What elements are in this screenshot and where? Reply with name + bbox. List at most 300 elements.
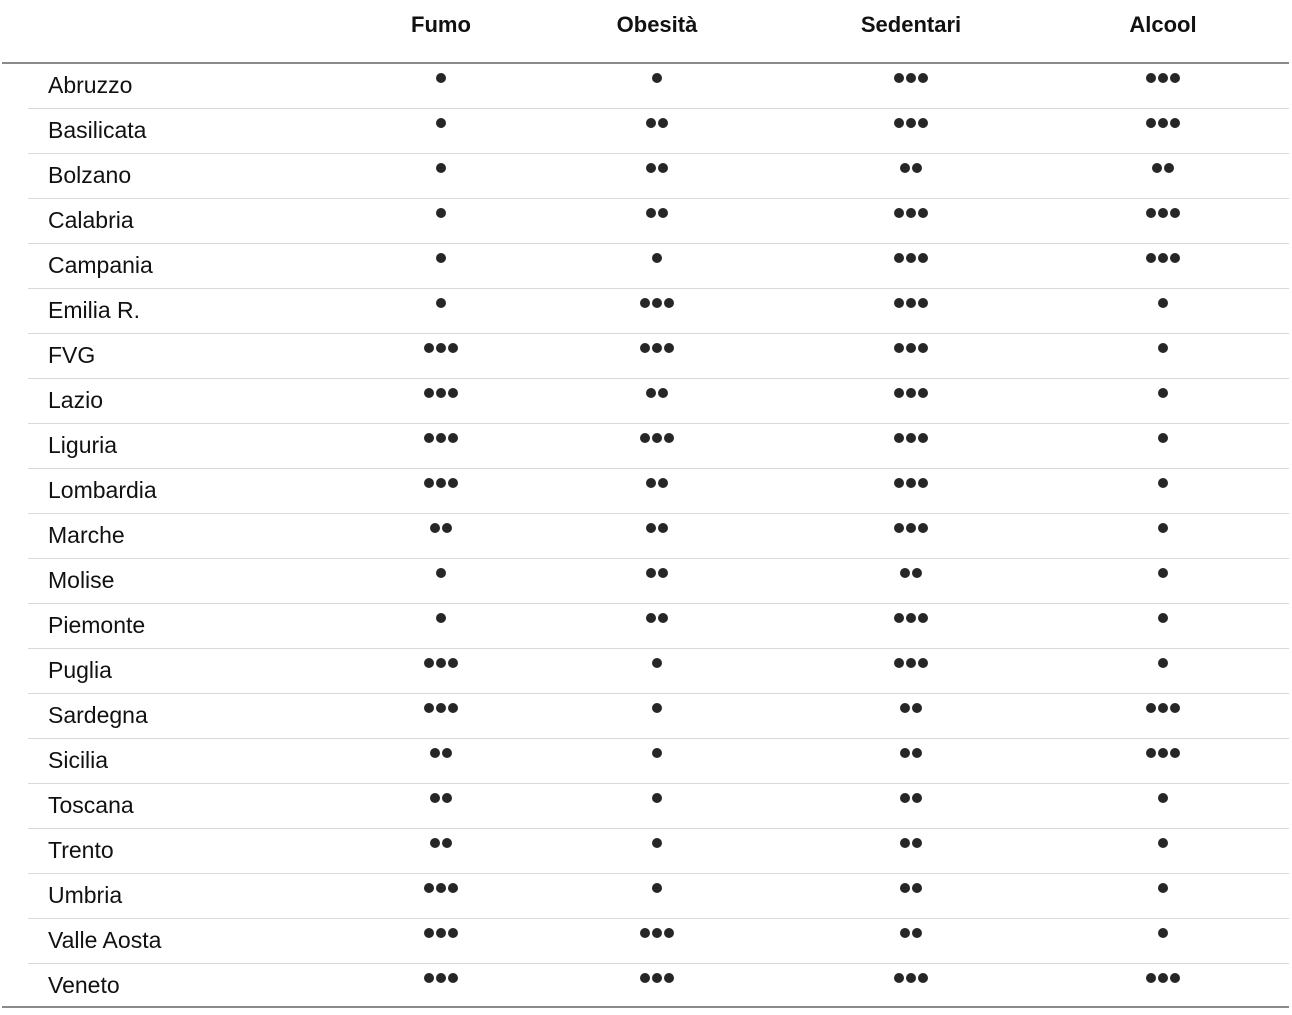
- dot-rating: [894, 248, 928, 268]
- dot-rating: [436, 203, 446, 223]
- dot: [906, 118, 916, 128]
- dot: [436, 973, 446, 983]
- dot: [658, 613, 668, 623]
- row-separator: [28, 603, 1289, 604]
- dot-rating: [1158, 788, 1168, 808]
- dot-rating: [652, 68, 662, 88]
- region-label: Marche: [48, 522, 125, 548]
- dot: [448, 928, 458, 938]
- dot: [912, 883, 922, 893]
- region-label: Umbria: [48, 882, 123, 908]
- dot: [906, 523, 916, 533]
- region-label: Valle Aosta: [48, 927, 162, 953]
- region-label: FVG: [48, 342, 96, 368]
- row-separator: [28, 198, 1289, 199]
- dot-rating: [900, 923, 922, 943]
- dot-rating: [1146, 968, 1180, 988]
- table-bottom-rule: [2, 1006, 1289, 1008]
- dot-rating: [424, 653, 458, 673]
- dot: [448, 658, 458, 668]
- dot: [424, 973, 434, 983]
- dot: [658, 388, 668, 398]
- dot: [424, 883, 434, 893]
- dot-rating: [646, 563, 668, 583]
- dot-rating: [436, 68, 446, 88]
- region-label: Lazio: [48, 387, 103, 413]
- dot-rating: [1158, 383, 1168, 403]
- dot-rating: [424, 338, 458, 358]
- dot: [906, 973, 916, 983]
- dot: [424, 478, 434, 488]
- dot-rating: [436, 248, 446, 268]
- dot: [894, 253, 904, 263]
- dot: [906, 613, 916, 623]
- dot-rating: [894, 203, 928, 223]
- dot: [1170, 703, 1180, 713]
- dot: [652, 433, 662, 443]
- region-label: Trento: [48, 837, 114, 863]
- dot-rating: [652, 788, 662, 808]
- dot: [912, 838, 922, 848]
- dot: [1158, 433, 1168, 443]
- dot-rating: [1146, 203, 1180, 223]
- region-label: Basilicata: [48, 117, 147, 143]
- dot: [436, 703, 446, 713]
- dot-rating: [652, 743, 662, 763]
- dot: [906, 388, 916, 398]
- dot: [1146, 208, 1156, 218]
- dot: [1158, 703, 1168, 713]
- dot-rating: [652, 248, 662, 268]
- dot: [442, 793, 452, 803]
- dot: [1158, 748, 1168, 758]
- dot: [436, 73, 446, 83]
- column-header-2: Sedentari: [860, 12, 962, 37]
- dot-rating: [894, 293, 928, 313]
- row-separator: [28, 738, 1289, 739]
- dot: [1158, 73, 1168, 83]
- dot: [424, 433, 434, 443]
- row-separator: [28, 153, 1289, 154]
- dot: [918, 523, 928, 533]
- dot: [424, 388, 434, 398]
- dot: [424, 658, 434, 668]
- dot: [1158, 883, 1168, 893]
- dot: [906, 253, 916, 263]
- dot: [1158, 613, 1168, 623]
- dot-rating: [436, 293, 446, 313]
- dot: [912, 163, 922, 173]
- dot: [918, 388, 928, 398]
- dot: [646, 613, 656, 623]
- dot-rating: [1158, 563, 1168, 583]
- dot-rating: [894, 518, 928, 538]
- dot: [1146, 748, 1156, 758]
- dot: [436, 253, 446, 263]
- dot: [436, 478, 446, 488]
- dot: [448, 478, 458, 488]
- dot: [912, 928, 922, 938]
- dot: [652, 343, 662, 353]
- dot-rating: [1158, 878, 1168, 898]
- dot: [894, 343, 904, 353]
- dot: [918, 118, 928, 128]
- dot: [652, 298, 662, 308]
- region-label: Emilia R.: [48, 297, 141, 323]
- dot: [1146, 118, 1156, 128]
- dot-rating: [436, 563, 446, 583]
- dot: [658, 208, 668, 218]
- dot: [652, 703, 662, 713]
- region-label: Sardegna: [48, 702, 148, 728]
- dot-rating: [436, 113, 446, 133]
- region-label: Piemonte: [48, 612, 146, 638]
- dot: [918, 658, 928, 668]
- dot: [424, 928, 434, 938]
- dot-rating: [436, 608, 446, 628]
- dot-rating: [1152, 158, 1174, 178]
- row-separator: [28, 783, 1289, 784]
- row-separator: [28, 963, 1289, 964]
- dot: [646, 523, 656, 533]
- dot-rating: [1146, 743, 1180, 763]
- dot: [436, 163, 446, 173]
- dot-rating: [640, 923, 674, 943]
- dot-rating: [646, 473, 668, 493]
- dot: [918, 478, 928, 488]
- dot: [1158, 388, 1168, 398]
- dot: [640, 343, 650, 353]
- dot: [664, 433, 674, 443]
- row-separator: [28, 378, 1289, 379]
- dot-rating: [424, 968, 458, 988]
- dot: [430, 838, 440, 848]
- row-separator: [28, 558, 1289, 559]
- dot-rating: [1146, 68, 1180, 88]
- dot: [442, 838, 452, 848]
- dot-rating: [900, 698, 922, 718]
- dot: [652, 73, 662, 83]
- dot-rating: [430, 743, 452, 763]
- dot: [1158, 793, 1168, 803]
- dot: [640, 973, 650, 983]
- dot: [918, 253, 928, 263]
- dot: [436, 298, 446, 308]
- dot: [894, 478, 904, 488]
- dot-rating: [900, 158, 922, 178]
- dot: [900, 568, 910, 578]
- dot: [900, 163, 910, 173]
- dot: [900, 838, 910, 848]
- dot-rating: [652, 698, 662, 718]
- dot-rating: [424, 878, 458, 898]
- dot: [1170, 253, 1180, 263]
- dot-rating: [652, 653, 662, 673]
- dot: [906, 298, 916, 308]
- dot: [652, 658, 662, 668]
- dot: [1158, 928, 1168, 938]
- row-separator: [28, 648, 1289, 649]
- header-rule: [2, 62, 1289, 64]
- dot: [442, 748, 452, 758]
- dot-rating: [894, 338, 928, 358]
- dot: [894, 298, 904, 308]
- dot: [658, 568, 668, 578]
- row-separator: [28, 108, 1289, 109]
- dot: [1170, 208, 1180, 218]
- dot: [436, 433, 446, 443]
- dot: [652, 748, 662, 758]
- dot: [430, 793, 440, 803]
- dot-rating: [900, 563, 922, 583]
- dot-rating: [1158, 428, 1168, 448]
- dot-rating: [640, 293, 674, 313]
- region-label: Puglia: [48, 657, 112, 683]
- row-separator: [28, 828, 1289, 829]
- dot-rating: [900, 788, 922, 808]
- dot-rating: [424, 473, 458, 493]
- dot-rating: [646, 113, 668, 133]
- dot-rating: [652, 833, 662, 853]
- dot-rating: [430, 518, 452, 538]
- dot-rating: [1158, 473, 1168, 493]
- column-header-0: Fumo: [411, 12, 471, 37]
- dot: [664, 343, 674, 353]
- dot: [652, 973, 662, 983]
- dot: [900, 748, 910, 758]
- dot: [918, 298, 928, 308]
- dot-rating: [640, 338, 674, 358]
- dot-rating: [424, 428, 458, 448]
- dot: [1158, 568, 1168, 578]
- dot-rating: [646, 608, 668, 628]
- dot: [894, 613, 904, 623]
- dot: [912, 793, 922, 803]
- dot: [918, 208, 928, 218]
- dot: [640, 928, 650, 938]
- dot: [646, 568, 656, 578]
- dot: [1158, 298, 1168, 308]
- dot: [424, 703, 434, 713]
- dot: [448, 703, 458, 713]
- dot: [448, 388, 458, 398]
- dot: [436, 613, 446, 623]
- dot-rating: [1158, 653, 1168, 673]
- dot: [664, 973, 674, 983]
- dot: [652, 883, 662, 893]
- dot: [906, 73, 916, 83]
- dot: [1158, 658, 1168, 668]
- dot: [1170, 748, 1180, 758]
- dot: [640, 433, 650, 443]
- dot: [1164, 163, 1174, 173]
- row-separator: [28, 873, 1289, 874]
- dot: [1158, 838, 1168, 848]
- dot: [918, 343, 928, 353]
- dot: [652, 793, 662, 803]
- dot-rating: [646, 158, 668, 178]
- dot-rating: [1158, 518, 1168, 538]
- dot: [1146, 703, 1156, 713]
- dot: [1158, 523, 1168, 533]
- row-separator: [28, 243, 1289, 244]
- dot: [894, 118, 904, 128]
- dot-rating: [430, 833, 452, 853]
- dot-rating: [1146, 248, 1180, 268]
- dot: [646, 163, 656, 173]
- dot: [918, 433, 928, 443]
- dot: [646, 118, 656, 128]
- dot: [430, 748, 440, 758]
- dot: [894, 433, 904, 443]
- dot: [1146, 253, 1156, 263]
- dot: [1158, 208, 1168, 218]
- dot: [1158, 253, 1168, 263]
- dot: [448, 973, 458, 983]
- dot: [906, 478, 916, 488]
- dot-rating: [1146, 113, 1180, 133]
- dot-rating: [1158, 833, 1168, 853]
- dot-rating: [894, 653, 928, 673]
- dot: [894, 208, 904, 218]
- column-header-1: Obesità: [616, 12, 698, 37]
- dot: [640, 298, 650, 308]
- dot: [436, 658, 446, 668]
- region-label: Campania: [48, 252, 153, 278]
- dot: [442, 523, 452, 533]
- dot-rating: [894, 113, 928, 133]
- dot: [900, 703, 910, 713]
- region-label: Abruzzo: [48, 72, 133, 98]
- dot: [664, 298, 674, 308]
- row-separator: [28, 693, 1289, 694]
- dot: [646, 478, 656, 488]
- region-label: Molise: [48, 567, 115, 593]
- dot: [436, 343, 446, 353]
- row-separator: [28, 423, 1289, 424]
- dot: [1170, 73, 1180, 83]
- dot: [900, 883, 910, 893]
- dot: [906, 343, 916, 353]
- dot-rating: [894, 383, 928, 403]
- dot: [430, 523, 440, 533]
- dot: [906, 658, 916, 668]
- dot: [436, 208, 446, 218]
- dot-rating: [894, 68, 928, 88]
- dot: [900, 793, 910, 803]
- dot: [894, 658, 904, 668]
- dot: [894, 523, 904, 533]
- region-label: Liguria: [48, 432, 118, 458]
- dot: [918, 73, 928, 83]
- row-separator: [28, 333, 1289, 334]
- dot: [448, 343, 458, 353]
- dot-rating: [894, 428, 928, 448]
- dot-rating: [1158, 923, 1168, 943]
- dot: [894, 73, 904, 83]
- dot-rating: [424, 698, 458, 718]
- dot: [912, 748, 922, 758]
- dot-rating: [894, 473, 928, 493]
- dot: [912, 568, 922, 578]
- dot-rating: [640, 428, 674, 448]
- dot: [1152, 163, 1162, 173]
- dot: [652, 928, 662, 938]
- dot: [894, 388, 904, 398]
- dot-rating: [646, 383, 668, 403]
- region-label: Bolzano: [48, 162, 132, 188]
- column-header-3: Alcool: [1129, 12, 1197, 37]
- region-label: Calabria: [48, 207, 134, 233]
- dot: [646, 388, 656, 398]
- dot: [652, 838, 662, 848]
- region-label: Sicilia: [48, 747, 109, 773]
- dot-rating: [900, 743, 922, 763]
- dot: [918, 973, 928, 983]
- dot-rating: [652, 878, 662, 898]
- dot: [424, 343, 434, 353]
- dot: [894, 973, 904, 983]
- dot-rating: [430, 788, 452, 808]
- dot-rating: [424, 383, 458, 403]
- dot: [1146, 973, 1156, 983]
- dot: [1158, 343, 1168, 353]
- dot-rating: [646, 203, 668, 223]
- row-separator: [28, 468, 1289, 469]
- dot: [436, 568, 446, 578]
- dot: [1146, 73, 1156, 83]
- dot: [436, 928, 446, 938]
- dot: [912, 703, 922, 713]
- dot: [900, 928, 910, 938]
- dot: [652, 253, 662, 263]
- dot-rating: [894, 968, 928, 988]
- row-separator: [28, 513, 1289, 514]
- region-label: Lombardia: [48, 477, 157, 503]
- dot: [1170, 118, 1180, 128]
- dot-rating: [424, 923, 458, 943]
- region-label: Veneto: [48, 972, 120, 998]
- dot: [448, 883, 458, 893]
- dot-rating: [646, 518, 668, 538]
- dot: [448, 433, 458, 443]
- dot: [906, 208, 916, 218]
- dot: [436, 388, 446, 398]
- dot: [436, 883, 446, 893]
- dot: [918, 613, 928, 623]
- dot: [664, 928, 674, 938]
- dot-rating: [1158, 338, 1168, 358]
- dot-rating: [436, 158, 446, 178]
- dot-rating: [1158, 293, 1168, 313]
- dot: [658, 118, 668, 128]
- dot: [1158, 478, 1168, 488]
- dot: [658, 478, 668, 488]
- dot-rating: [900, 833, 922, 853]
- dot: [658, 523, 668, 533]
- dot-rating: [1158, 608, 1168, 628]
- dot: [646, 208, 656, 218]
- dot: [1158, 118, 1168, 128]
- dot: [436, 118, 446, 128]
- dot-rating: [900, 878, 922, 898]
- dot-rating: [894, 608, 928, 628]
- dot-rating: [1146, 698, 1180, 718]
- row-separator: [28, 288, 1289, 289]
- region-label: Toscana: [48, 792, 134, 818]
- row-separator: [28, 918, 1289, 919]
- dot: [906, 433, 916, 443]
